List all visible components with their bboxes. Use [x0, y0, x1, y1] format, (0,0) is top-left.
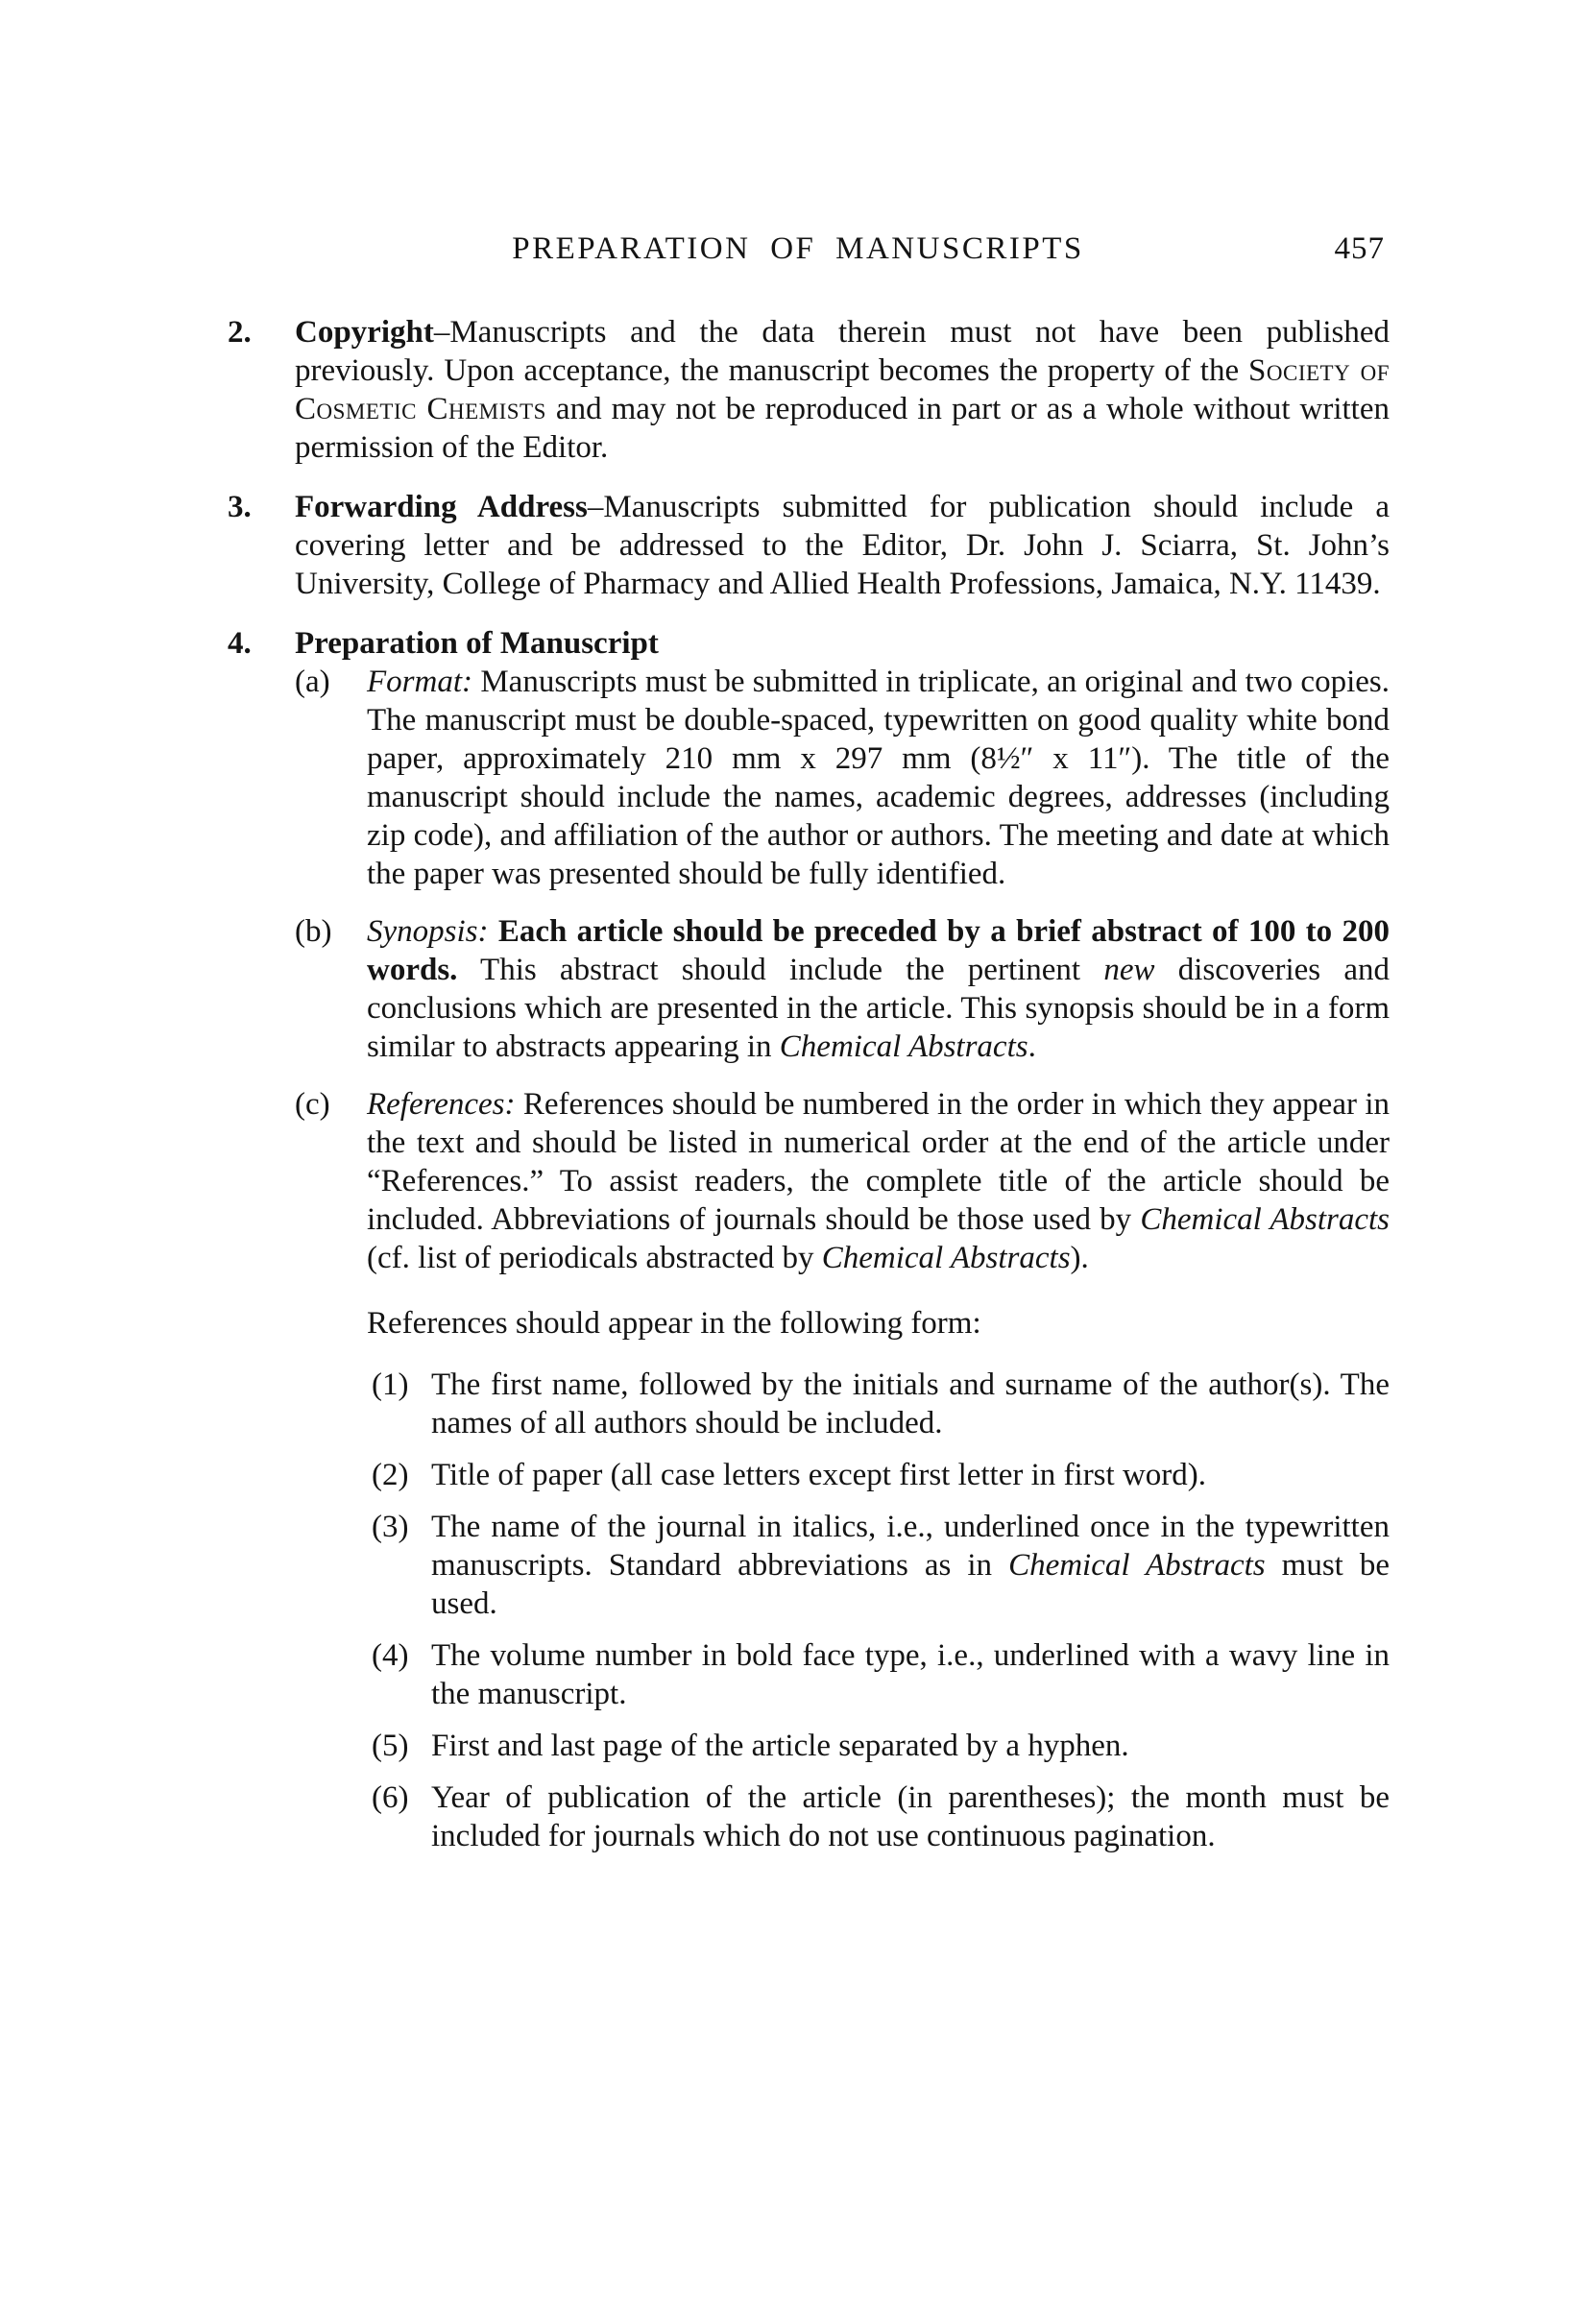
- journal-name: Chemical Abstracts: [821, 1241, 1071, 1275]
- sub-item-paragraph: [367, 912, 1390, 1066]
- sub-item-text: ).: [1070, 1241, 1089, 1275]
- sub-item-label: (c): [295, 1087, 330, 1122]
- reference-rule-item: [372, 1366, 1390, 1442]
- reference-rule-segment: The first name, followed by the initials and surname of the author(s). The names of all authors should be included.: [431, 1367, 1390, 1440]
- reference-rule-item: [372, 1779, 1390, 1855]
- item-paragraph: [295, 624, 1390, 1855]
- preparation-heading: Preparation of Manuscript: [295, 626, 659, 661]
- reference-rule-text: [431, 1508, 1390, 1623]
- reference-rule-number: (4): [372, 1638, 409, 1673]
- reference-rule-segment: First and last page of the article separated by a hyphen.: [431, 1729, 1129, 1763]
- reference-rule-number: (6): [372, 1780, 409, 1815]
- reference-rule-number: (1): [372, 1367, 409, 1402]
- journal-name: Chemical Abstracts: [779, 1029, 1028, 1064]
- reference-rule-text: [431, 1636, 1390, 1713]
- item-number: 3.: [228, 490, 252, 524]
- item-lead-forwarding: Forwarding Address: [295, 490, 588, 524]
- reference-rule-number: (5): [372, 1729, 409, 1763]
- item-paragraph: [295, 488, 1390, 603]
- reference-rule-number: (3): [372, 1510, 409, 1544]
- reference-rule-segment: must be used.: [431, 1548, 1390, 1621]
- sub-item-references: [295, 1085, 1390, 1277]
- references-form-intro: References should appear in the following form:: [367, 1306, 981, 1341]
- reference-rule-segment: Title of paper (all case letters except first letter in first word).: [431, 1458, 1207, 1492]
- reference-rule-item: [372, 1456, 1390, 1494]
- reference-rule-text: [431, 1779, 1390, 1855]
- emphasized-word: new: [1103, 953, 1155, 987]
- item-paragraph: [295, 313, 1390, 467]
- reference-rule-segment: Year of publication of the article (in parentheses); the month must be included for journals which do not use continuous pagination.: [431, 1780, 1390, 1853]
- item-text: and may not be reproduced in part or as a whole without written permission of the Editor.: [295, 392, 1390, 465]
- page-body: [228, 313, 1390, 1855]
- running-head-title: PREPARATION OF MANUSCRIPTS: [512, 231, 1084, 266]
- reference-rule-text: [431, 1456, 1390, 1494]
- sub-item-label: (b): [295, 914, 332, 949]
- reference-rule-text: [431, 1727, 1390, 1765]
- sub-item-bold-text: Each article should be preceded by a brief abstract of 100 to 200 words.: [367, 914, 1390, 987]
- sub-item-label: (a): [295, 665, 330, 699]
- item-text: –Manuscripts and the data therein must not have been published previously. Upon acceptance, the manuscript becomes the property of the: [295, 315, 1390, 388]
- reference-rule-number: (2): [372, 1458, 409, 1492]
- sub-item-lead-references: References:: [367, 1087, 516, 1122]
- sub-item-text: References should be numbered in the order in which they appear in the text and should be listed in numerical order at the end of the article under “References.” To assist readers, the complete title of the article should be included. Abbreviations of journals should be those used by: [367, 1087, 1390, 1237]
- page-header: [0, 231, 1596, 274]
- sub-item-text: Manuscripts must be submitted in triplicate, an original and two copies. The manuscript must be double-spaced, typewritten on good quality white bond paper, approximately 210 mm x 297 mm (8½″ x 11″). The title of the manuscript should include the names, academic degrees, addresses (including zip code), and affiliation of the author or authors. The meeting and date at which the paper was presented should be fully identified.: [367, 665, 1390, 891]
- sub-item-text: (cf. list of periodicals abstracted by: [367, 1241, 822, 1275]
- sub-item-synopsis: [295, 912, 1390, 1066]
- item-number: 4.: [228, 626, 252, 661]
- sub-item-paragraph: [367, 1085, 1390, 1277]
- sub-item-format: [295, 663, 1390, 893]
- list-item-forwarding-address: [228, 488, 1390, 603]
- item-text: –Manuscripts submitted for publication should include a covering letter and be addressed to the Editor, Dr. John J. Sciarra, St. John’s University, College of Pharmacy and Allied Health Professions, Jamaica, N.Y. 11439.: [295, 490, 1390, 601]
- sub-item-lead-synopsis: Synopsis:: [367, 914, 489, 949]
- society-name: Society of Cosmetic Chemists: [295, 353, 1390, 426]
- reference-rule-segment: The volume number in bold face type, i.e., underlined with a wavy line in the manuscript.: [431, 1638, 1390, 1711]
- item-lead-copyright: Copyright: [295, 315, 434, 350]
- reference-rule-text: [431, 1366, 1390, 1442]
- sub-item-lead-format: Format:: [367, 665, 472, 699]
- sub-item-text: .: [1028, 1029, 1036, 1064]
- item-number: 2.: [228, 315, 252, 350]
- sub-item-text: This abstract should include the pertinent: [457, 953, 1104, 987]
- reference-rule-item: [372, 1636, 1390, 1713]
- list-item-preparation: [228, 624, 1390, 1855]
- reference-rule-item: [372, 1727, 1390, 1765]
- reference-rule-item: [372, 1508, 1390, 1623]
- list-item-copyright: [228, 313, 1390, 467]
- sub-item-paragraph: [367, 663, 1390, 893]
- journal-name: Chemical Abstracts: [1008, 1548, 1266, 1583]
- journal-name: Chemical Abstracts: [1140, 1202, 1390, 1237]
- sub-item-text: discoveries and conclusions which are presented in the article. This synopsis should be in a form similar to abstracts appearing in: [367, 953, 1390, 1064]
- reference-rule-segment: The name of the journal in italics, i.e., underlined once in the typewritten manuscripts. Standard abbreviations as in: [431, 1510, 1390, 1583]
- page-number: 457: [1334, 231, 1385, 266]
